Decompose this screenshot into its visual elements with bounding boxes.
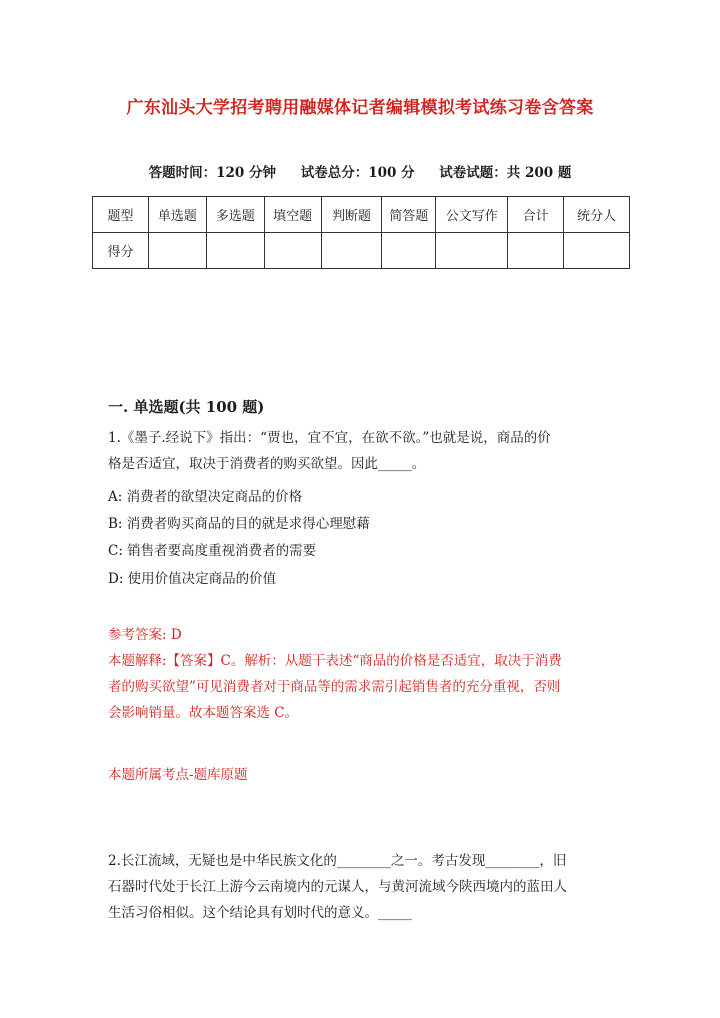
score-row-label: 得分: [93, 233, 149, 269]
header-cell: 判断题: [321, 197, 382, 233]
explanation-line: 本题解释:【答案】C。解析：从题干表述“商品的价格是否适宜，取决于消费: [108, 653, 562, 669]
question-2-stem: [108, 848, 628, 926]
header-cell: 题型: [93, 197, 149, 233]
question-1-line: 格是否适宜，取决于消费者的购买欲望。因此_____。: [108, 456, 426, 472]
score-table: [92, 196, 630, 269]
header-cell: 公文写作: [436, 197, 508, 233]
header-cell: 统分人: [564, 197, 630, 233]
header-cell: 填空题: [264, 197, 321, 233]
explanation-line: 者的购买欲望”可见消费者对于商品等的需求需引起销售者的充分重视，否则: [108, 679, 561, 695]
option-b: B: 消费者购买商品的目的就是求得心理慰藉: [108, 516, 370, 532]
header-cell: 合计: [508, 197, 564, 233]
score-cell: [264, 233, 321, 269]
score-cell: [148, 233, 206, 269]
question-1-stem: [108, 425, 628, 477]
option-c: C: 销售者要高度重视消费者的需要: [108, 543, 317, 559]
score-table-header-row: [93, 197, 630, 233]
document-title: 广东汕头大学招考聘用融媒体记者编辑模拟考试练习卷含答案: [126, 98, 594, 118]
question-1-point: 本题所属考点-题库原题: [108, 767, 248, 783]
exam-meta: [0, 161, 720, 181]
score-cell: [436, 233, 508, 269]
question-2-line: 2.长江流域，无疑也是中华民族文化的________之一。考古发现________，旧: [108, 853, 567, 869]
header-cell: 简答题: [382, 197, 436, 233]
question-1-line: 1.《墨子.经说下》指出：“贾也，宜不宜，在欲不欲。”也就是说，商品的价: [108, 430, 551, 446]
exam-total: 试卷总分：100 分: [300, 165, 415, 181]
score-cell: [382, 233, 436, 269]
score-cell: [564, 233, 630, 269]
score-cell: [206, 233, 264, 269]
option-a: A: 消费者的欲望决定商品的价格: [108, 489, 303, 505]
header-cell: 多选题: [206, 197, 264, 233]
reference-answer: 参考答案: D: [108, 627, 182, 643]
section-title: 一. 单选题(共 100 题): [108, 398, 265, 416]
explanation-line: 会影响销量。故本题答案选 C。: [108, 705, 299, 721]
score-cell: [321, 233, 382, 269]
question-2-line: 石器时代处于长江上游今云南境内的元谋人，与黄河流域今陕西境内的蓝田人: [108, 879, 567, 895]
score-table-score-row: [93, 233, 630, 269]
option-d: D: 使用价值决定商品的价值: [108, 571, 277, 587]
exam-count: 试卷试题：共 200 题: [439, 165, 572, 181]
score-cell: [508, 233, 564, 269]
exam-time: 答题时间：120 分钟: [148, 165, 276, 181]
question-2-line: 生活习俗相似。这个结论具有划时代的意义。_____: [108, 905, 412, 921]
question-1-answer-block: [108, 622, 628, 726]
header-cell: 单选题: [148, 197, 206, 233]
